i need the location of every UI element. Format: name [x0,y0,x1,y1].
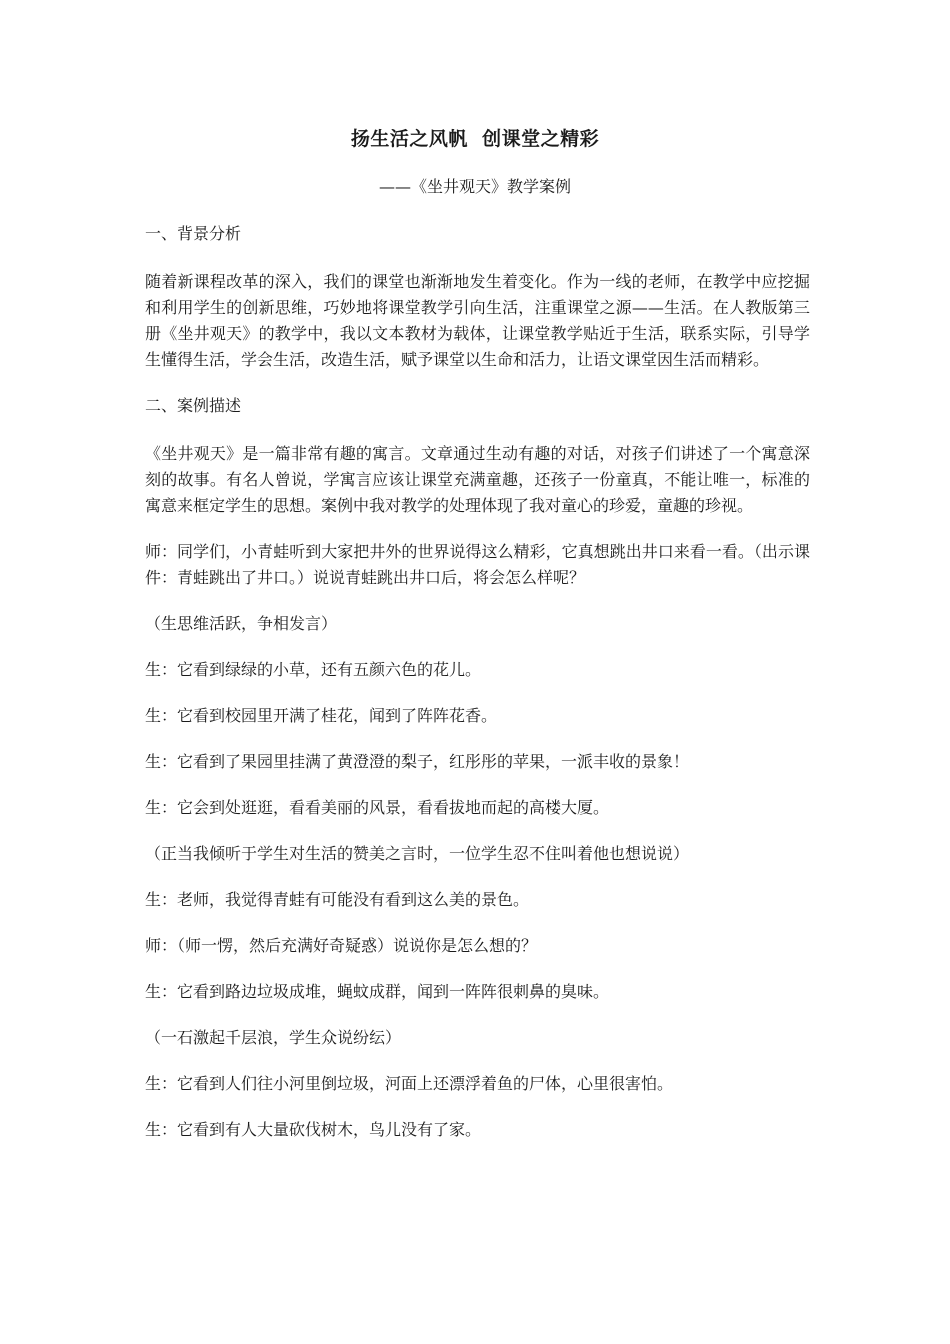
section-heading-case: 二、案例描述 [145,396,242,415]
section-heading-background: 一、背景分析 [145,224,242,243]
paragraph-stage-note: （生思维活跃，争相发言） [145,614,338,633]
paragraph-student-answer: 生：老师，我觉得青蛙有可能没有看到这么美的景色。 [145,890,530,909]
paragraph-background: 随着新课程改革的深入，我们的课堂也渐渐地发生着变化。作为一线的老师，在教学中应挖掘和利用学生的创新思维，巧妙地将课堂教学引向生活，注重课堂之源——生活。在人教版第三册《坐井观天》的教学中，我以文本教材为载体，让课堂教学贴近于生活，联系实际，引导学生懂得生活，学会生活，改造生活，赋予课堂以生命和活力，让语文课堂因生活而精彩。 [145,272,810,369]
document-subtitle: ——《坐井观天》教学案例 [378,177,571,196]
paragraph-student-answer: 生：它看到了果园里挂满了黄澄澄的梨子，红彤彤的苹果，一派丰收的景象！ [145,752,690,771]
paragraph-stage-note: （一石激起千层浪，学生众说纷纭） [145,1028,402,1047]
paragraph-student-answer: 生：它看到路边垃圾成堆，蝇蚊成群，闻到一阵阵很刺鼻的臭味。 [145,982,610,1001]
paragraph-teacher-question: 师：同学们，小青蛙听到大家把井外的世界说得这么精彩，它真想跳出井口来看一看。（出示课件：青蛙跳出了井口。）说说青蛙跳出井口后，将会怎么样呢？ [145,542,810,587]
paragraph-student-answer: 生：它看到绿绿的小草，还有五颜六色的花儿。 [145,660,482,679]
document-body [145,221,810,1163]
paragraph-stage-note: （正当我倾听于学生对生活的赞美之言时，一位学生忍不住叫着他也想说说） [145,844,690,863]
document-title: 扬生活之风帆 创课堂之精彩 [350,128,600,150]
paragraph-student-answer: 生：它看到人们往小河里倒垃圾，河面上还漂浮着鱼的尸体，心里很害怕。 [145,1074,674,1093]
paragraph-student-answer: 生：它会到处逛逛，看看美丽的风景，看看拔地而起的高楼大厦。 [145,798,610,817]
paragraph-teacher-question: 师：（师一愣，然后充满好奇疑惑）说说你是怎么想的？ [145,936,538,955]
paragraph-case-intro: 《坐井观天》是一篇非常有趣的寓言。文章通过生动有趣的对话，对孩子们讲述了一个寓意深刻的故事。有名人曾说，学寓言应该让课堂充满童趣，还孩子一份童真，不能让唯一，标准的寓意来框定学生的思想。案例中我对教学的处理体现了我对童心的珍爱，童趣的珍视。 [145,444,810,515]
paragraph-student-answer: 生：它看到校园里开满了桂花，闻到了阵阵花香。 [145,706,498,725]
paragraph-student-answer: 生：它看到有人大量砍伐树木，鸟儿没有了家。 [145,1120,482,1139]
